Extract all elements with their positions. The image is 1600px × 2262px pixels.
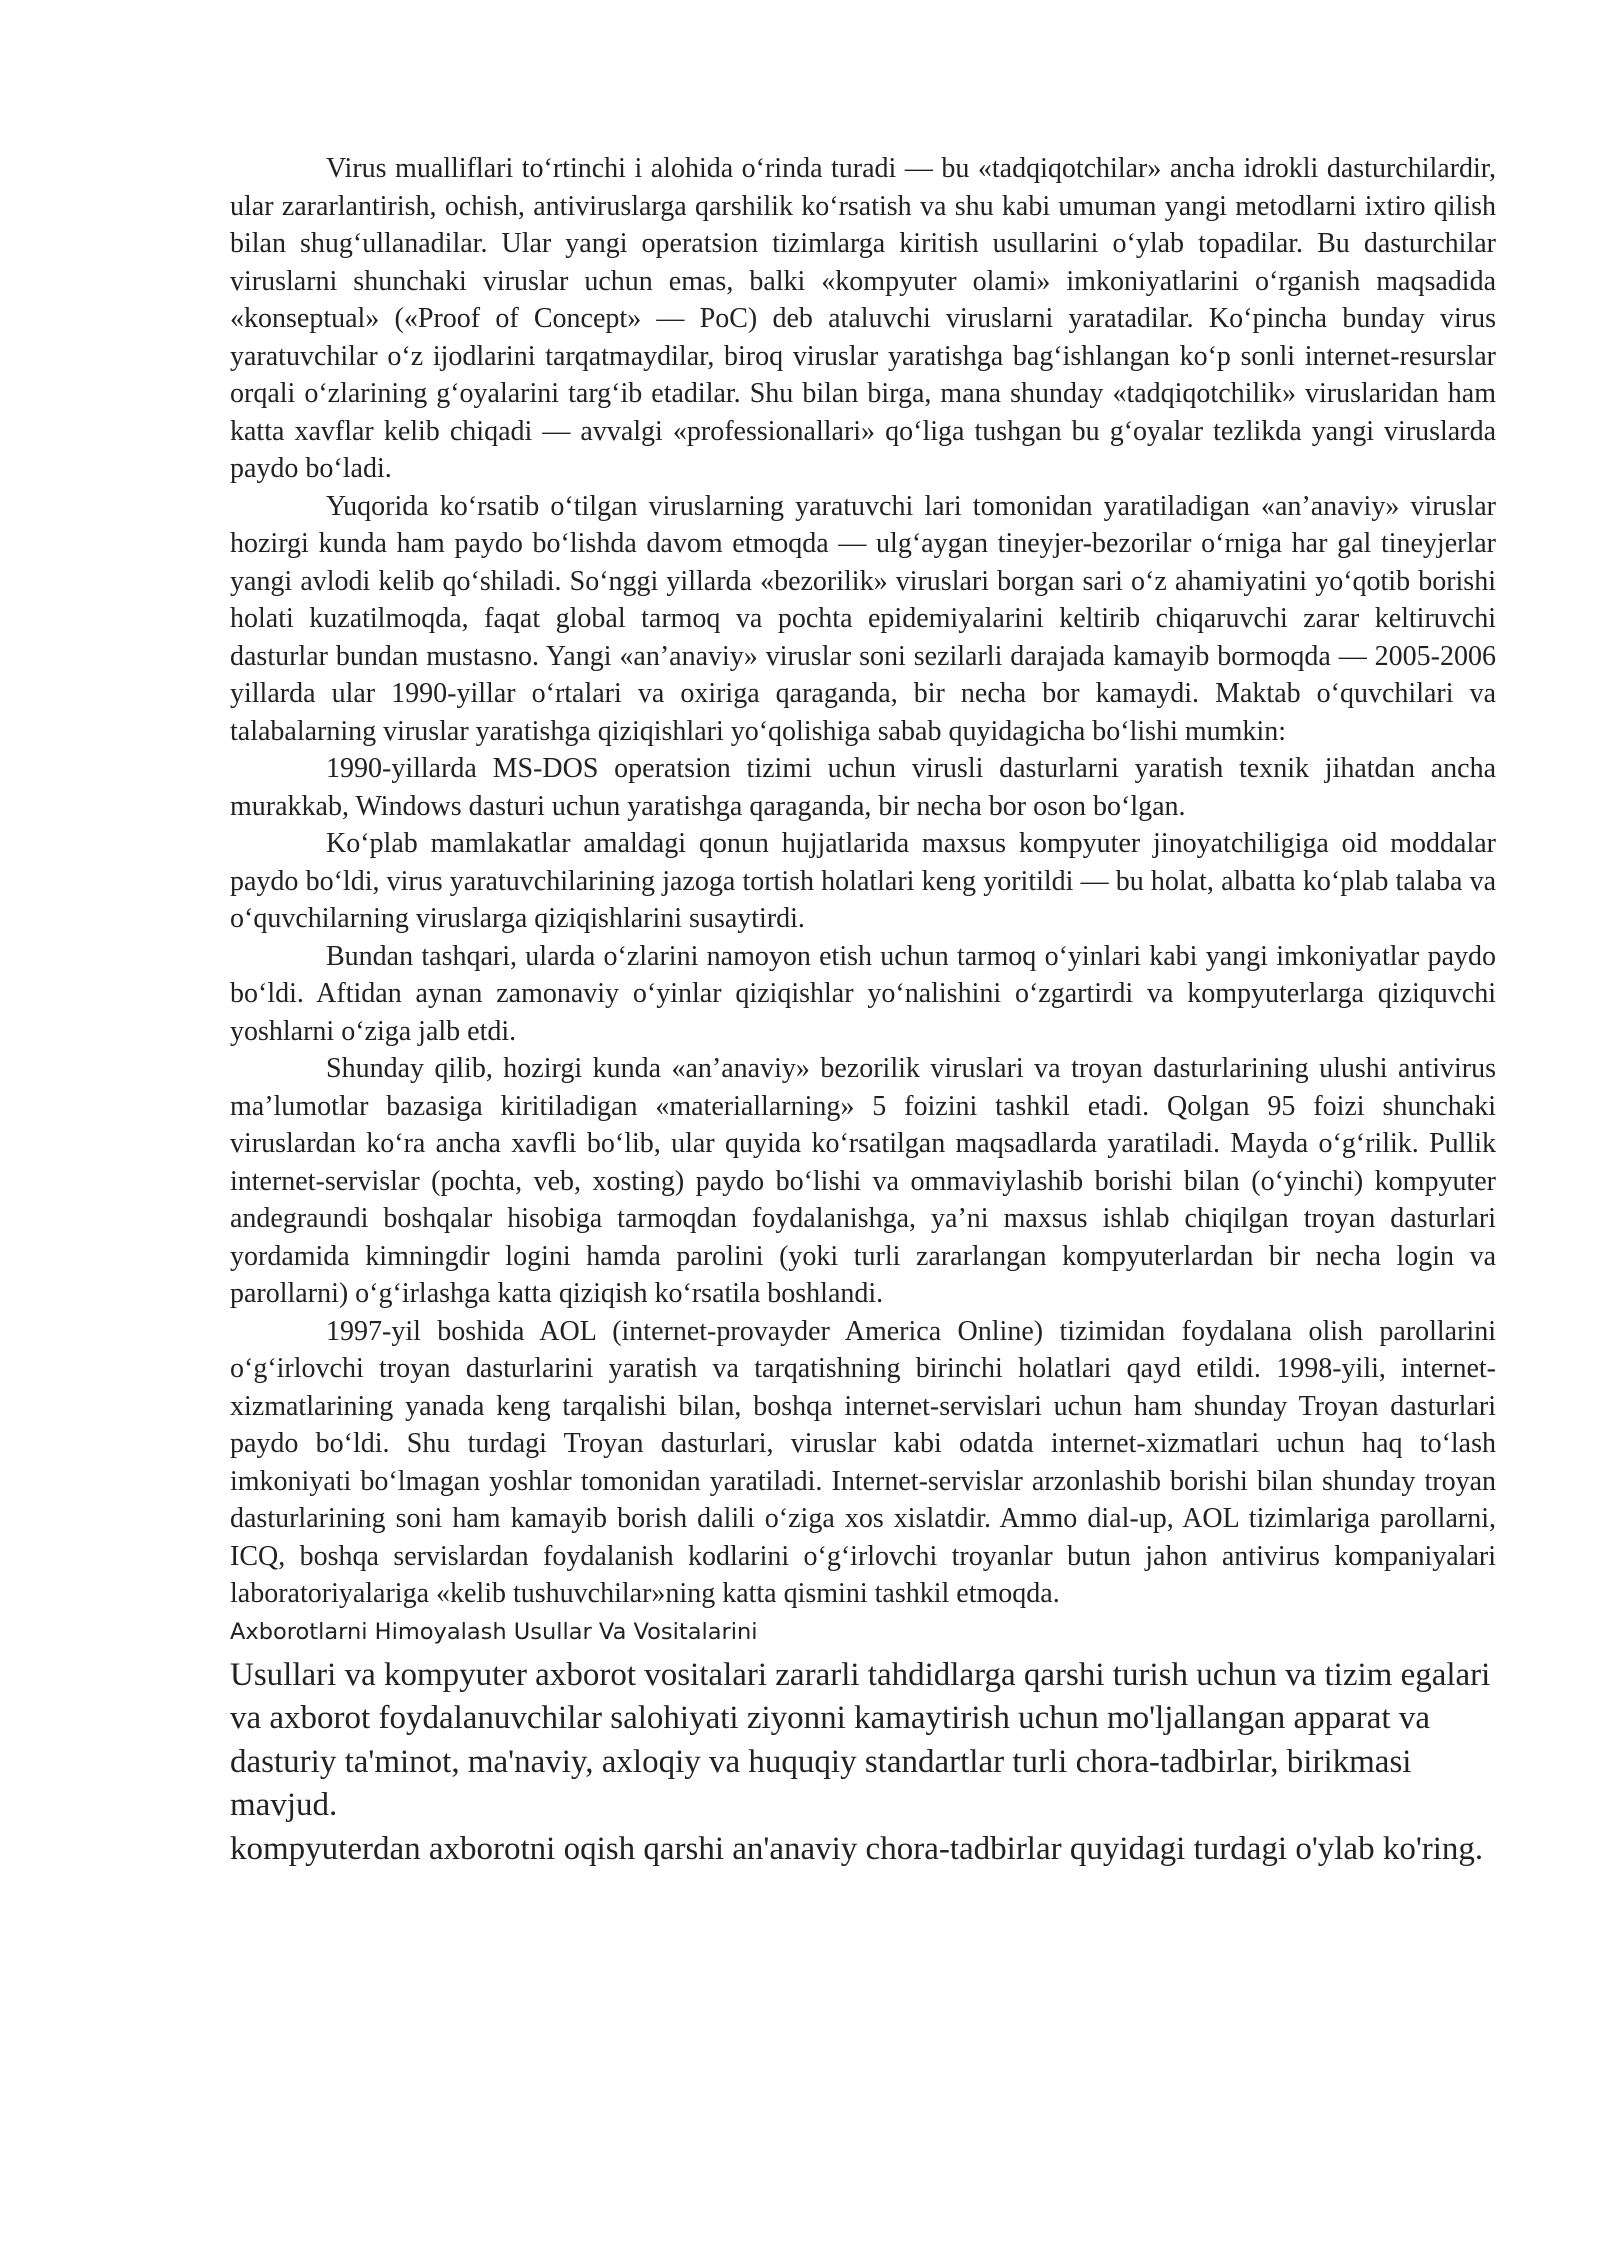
body-paragraph: Ko‘plab mamlakatlar amaldagi qonun hujjatlarida maxsus kompyuter jinoyatchiligiga oid moddalar paydo bo‘ldi, virus yaratuvchilarining jazoga tortish holatlari keng yoritildi — bu holat, albatta ko‘plab talaba va o‘quvchilarning viruslarga qiziqishlarini susaytirdi. <box>230 828 1496 934</box>
body-paragraph: 1997-yil boshida AOL (internet-provayder America Online) tizimidan foydalana olish parollarini o‘g‘irlovchi troyan dasturlarini yaratish va tarqatishning birinchi holatlari qayd etildi. 1998-yili, internet-xizmatlarining yanada keng tarqalishi bilan, boshqa internet-servislari uchun ham shunday Troyan dasturlari paydo bo‘ldi. Shu turdagi Troyan dasturlari, viruslar kabi odatda internet-xizmatlari uchun haq to‘lash imkoniyati bo‘lmagan yoshlar tomonidan yaratiladi. Internet-servislar arzonlashib borishi bilan shunday troyan dasturlarining soni ham kamayib borish dalili o‘ziga xos xislatdir. Ammo dial-up, AOL tizimlariga parollarni, ICQ, boshqa servislardan foydalanish kodlarini o‘g‘irlovchi troyanlar butun jahon antivirus kompaniyalari laboratoriyalariga «kelib tushuvchilar»ning katta qismini tashkil etmoqda. <box>230 1315 1496 1609</box>
body-paragraph: Yuqorida ko‘rsatib o‘tilgan viruslarning yaratuvchi lari tomonidan yaratiladigan «an’anaviy» viruslar hozirgi kunda ham paydo bo‘lishda davom etmoqda — ulg‘aygan tineyjer-bezorilar o‘rniga har gal tineyjerlar yangi avlodi kelib qo‘shiladi. So‘nggi yillarda «bezorilik» viruslari borgan sari o‘z ahamiyatini yo‘qotib borishi holati kuzatilmoqda, faqat global tarmoq va pochta epidemiyalarini keltirib chiqaruvchi zarar keltiruvchi dasturlar bundan mustasno. Yangi «an’anaviy» viruslar soni sezilarli darajada kamayib bormoqda — 2005-2006 yillarda ular 1990-yillar o‘rtalari va oxiriga qaraganda, bir necha bor kamaydi. Maktab o‘quvchilari va talabalarning viruslar yaratishga qiziqishlari yo‘qolishiga sabab quyidagicha bo‘lishi mumkin: <box>230 490 1496 747</box>
large-paragraph: Usullari va kompyuter axborot vositalari zararli tahdidlarga qarshi turish uchun va tizim egalari va axborot foydalanuvchilar salohiyati ziyonni kamaytirish uchun mo'ljallangan apparat va dasturiy ta'minot, ma'naviy, axloqiy va huquqiy standartlar turli chora-tadbirlar, birikmasi mavjud. <box>230 1656 1491 1823</box>
body-paragraph: 1990-yillarda MS-DOS operatsion tizimi uchun virusli dasturlarni yaratish texnik jihatdan ancha murakkab, Windows dasturi uchun yaratishga qaraganda, bir necha bor oson bo‘lgan. <box>230 753 1496 822</box>
section-heading: Axborotlarni Himoyalash Usullar Va Vositalarini <box>230 1618 758 1645</box>
body-paragraph: Virus mualliflari to‘rtinchi i alohida o‘rinda turadi — bu «tadqiqotchilar» ancha idrokli dasturchilardir, ular zararlantirish, ochish, antiviruslarga qarshilik ko‘rsatish va shu kabi umuman yangi metodlarni ixtiro qilish bilan shug‘ullanadilar. Ular yangi operatsion tizimlarga kiritish usullarini o‘ylab topadilar. Bu dasturchilar viruslarni shunchaki viruslar uchun emas, balki «kompyuter olami» imkoniyatlarini o‘rganish maqsadida «konseptual» («Proof of Concept» — PoC) deb ataluvchi viruslarni yaratadilar. Ko‘pincha bunday virus yaratuvchilar o‘z ijodlarini tarqatmaydilar, biroq viruslar yaratishga bag‘ishlangan ko‘p sonli internet-resurslar orqali o‘zlarining g‘oyalarini targ‘ib etadilar. Shu bilan birga, mana shunday «tadqiqotchilik» viruslaridan ham katta xavflar kelib chiqadi — avvalgi «professionallari» qo‘liga tushgan bu g‘oyalar tezlikda yangi viruslarda paydo bo‘ladi. <box>230 153 1496 484</box>
body-paragraph: Bundan tashqari, ularda o‘zlarini namoyon etish uchun tarmoq o‘yinlari kabi yangi imkoniyatlar paydo bo‘ldi. Aftidan aynan zamonaviy o‘yinlar qiziqishlar yo‘nalishini o‘zgartirdi va kompyuterlarga qiziquvchi yoshlarni o‘ziga jalb etdi. <box>230 940 1496 1047</box>
large-paragraph: kompyuterdan axborotni oqish qarshi an'anaviy chora-tadbirlar quyidagi turdagi o'ylab ko'ring. <box>230 1830 1484 1867</box>
document-page <box>230 150 1496 1871</box>
body-paragraph: Shunday qilib, hozirgi kunda «an’anaviy» bezorilik viruslari va troyan dasturlarining ulushi antivirus ma’lumotlar bazasiga kiritiladigan «materiallarning» 5 foizini tashkil etadi. Qolgan 95 foizi shunchaki viruslardan ko‘ra ancha xavfli bo‘lib, ular quyida ko‘rsatilgan maqsadlarda yaratiladi. Mayda o‘g‘rilik. Pullik internet-servislar (pochta, veb, xosting) paydo bo‘lishi va ommaviylashib borishi bilan (o‘yinchi) kompyuter andegraundi boshqalar hisobiga tarmoqdan foydalanishga, ya’ni maxsus ishlab chiqilgan troyan dasturlari yordamida kimningdir logini hamda parolini (yoki turli zararlangan kompyuterlardan bir necha login va parollarni) o‘g‘irlashga katta qiziqish ko‘rsatila boshlandi. <box>230 1053 1496 1309</box>
